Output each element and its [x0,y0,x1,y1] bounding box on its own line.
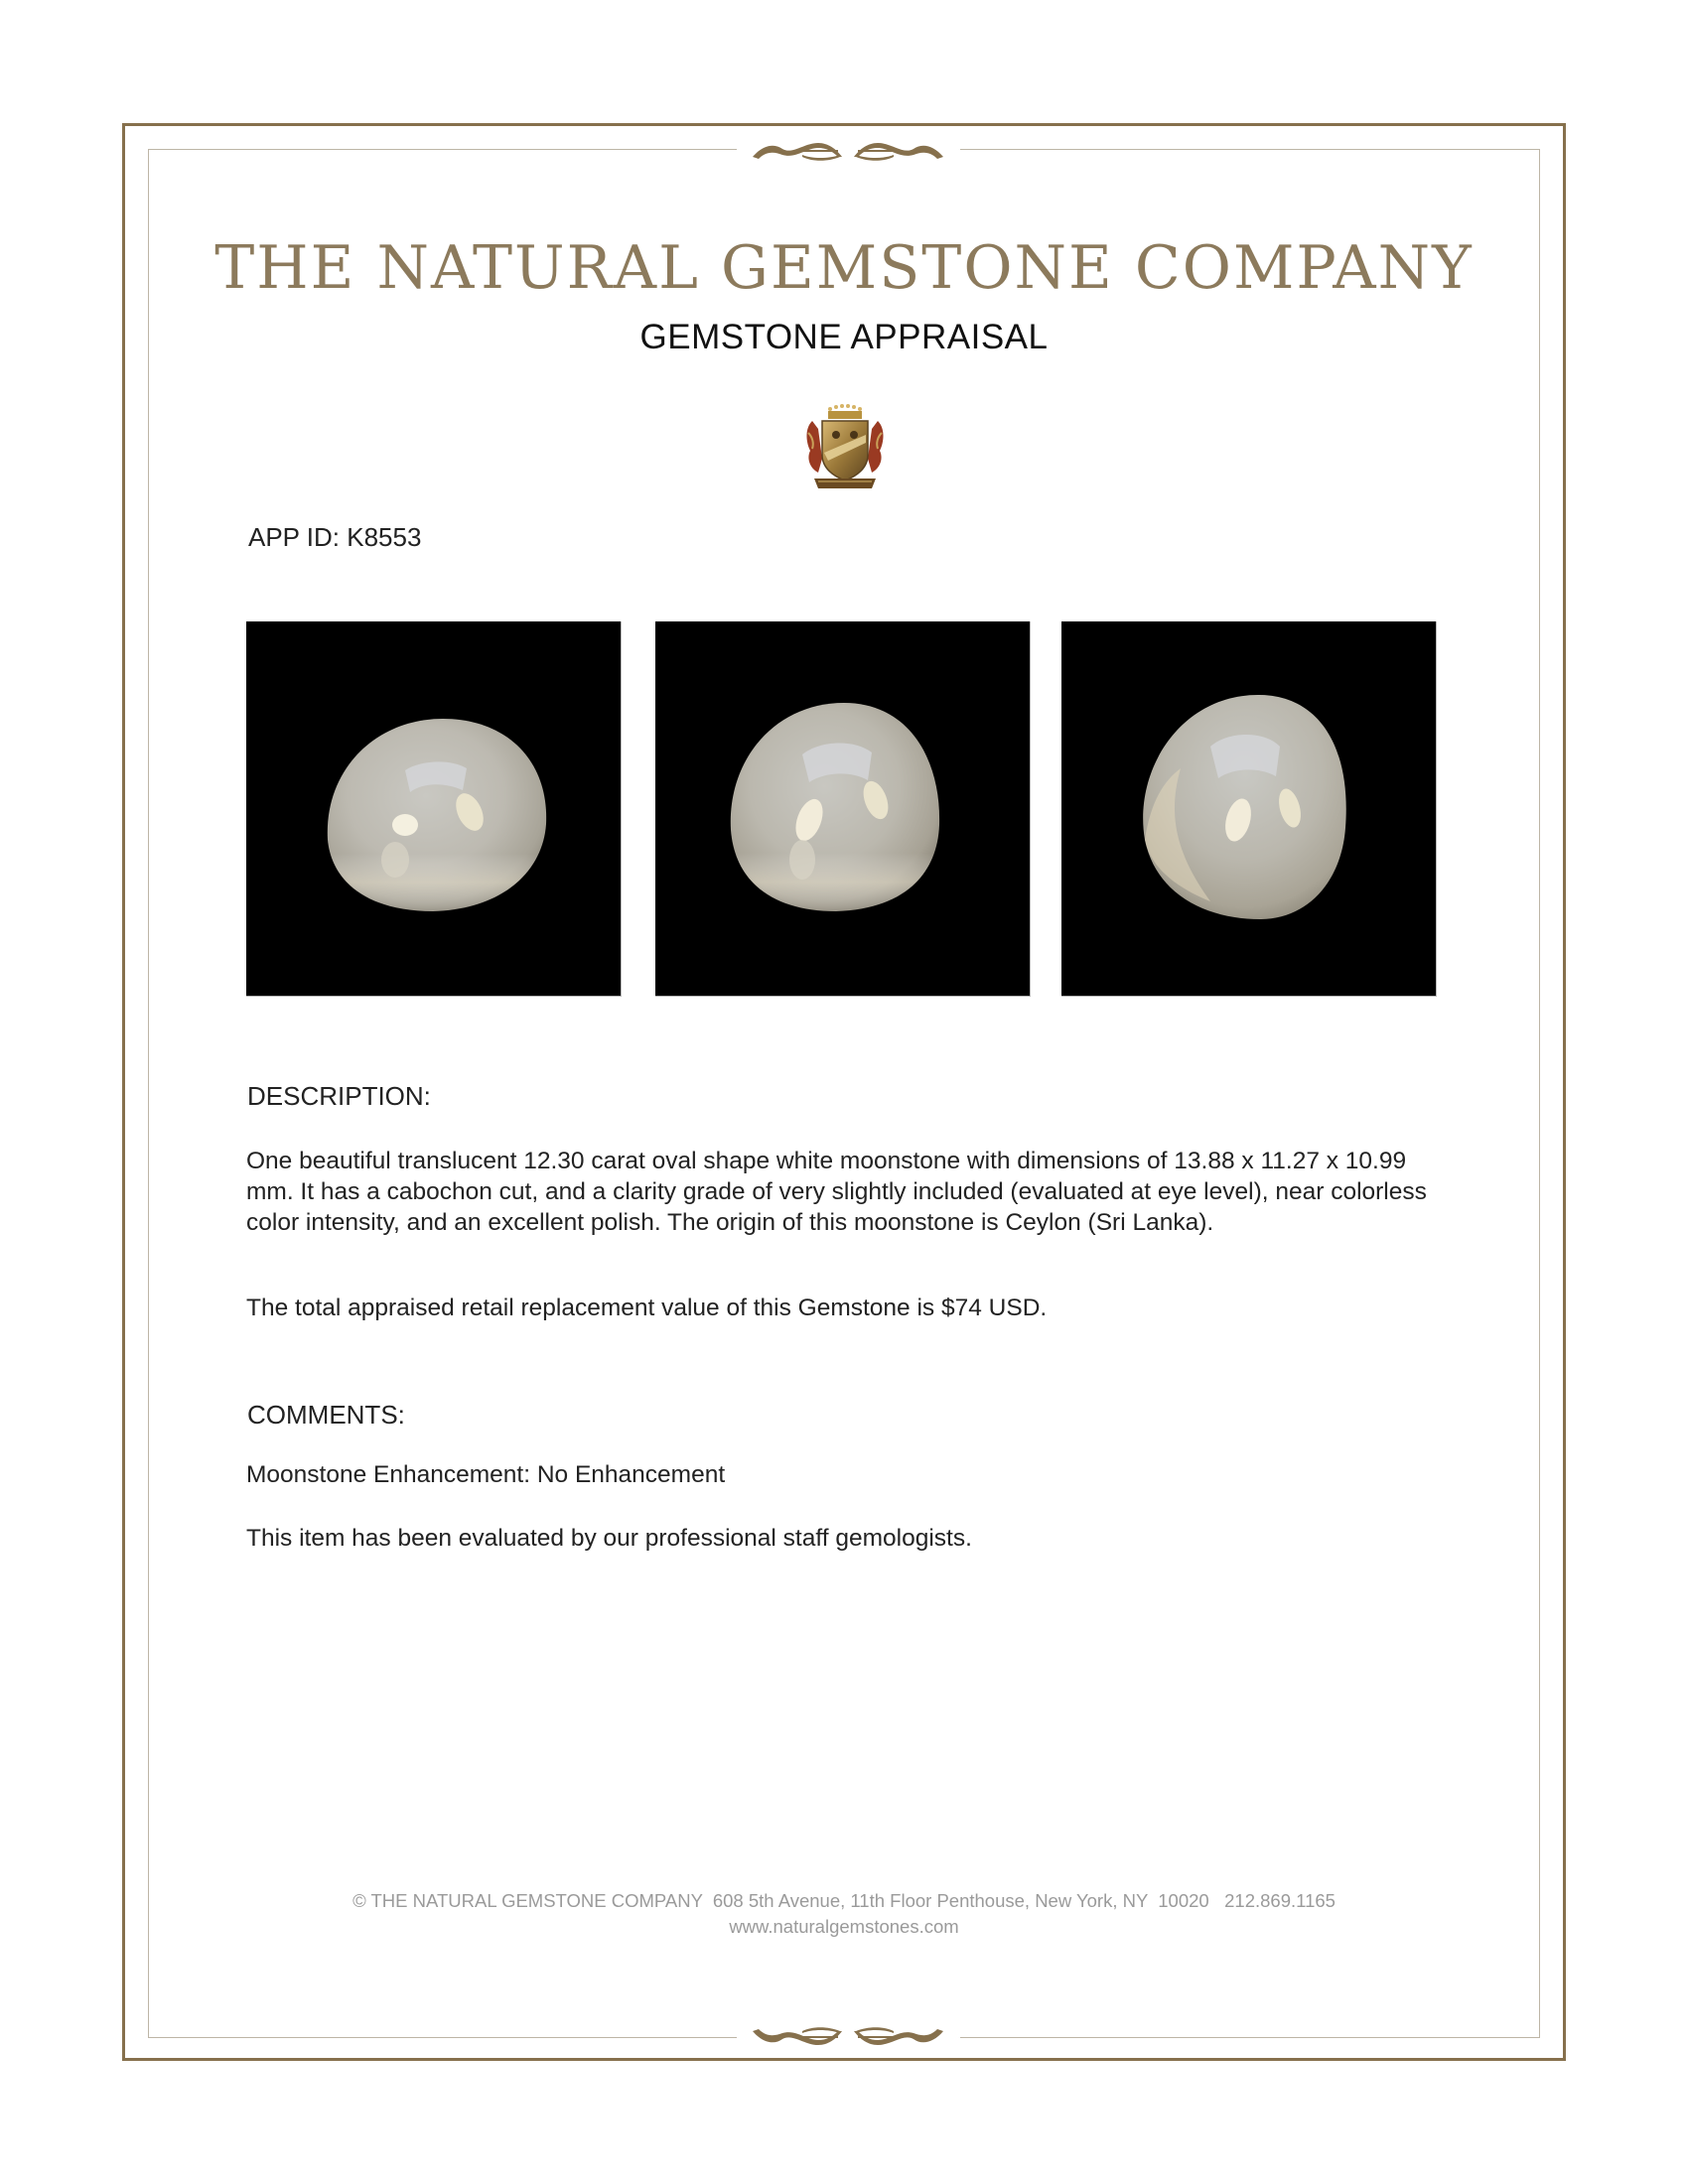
comments-heading: COMMENTS: [247,1400,405,1430]
evaluation-note: This item has been evaluated by our professional staff gemologists. [246,1525,972,1552]
moonstone-image-icon [1061,621,1436,996]
footer-website-link[interactable]: www.naturalgemstones.com [729,1916,959,1937]
gem-photo-3 [1061,621,1437,997]
moonstone-image-icon [655,621,1030,996]
appraised-value-statement: The total appraised retail replacement value of this Gemstone is $74 USD. [246,1295,1048,1321]
company-crest-icon [802,399,888,496]
enhancement-comment: Moonstone Enhancement: No Enhancement [246,1461,726,1488]
top-flourish-ornament-icon [753,135,943,165]
app-id-label: APP ID: K8553 [248,522,422,552]
gem-photo-2 [655,621,1031,997]
document-title: GEMSTONE APPRAISAL [639,318,1049,356]
gem-photo-1 [246,621,622,997]
company-name-heading: THE NATURAL GEMSTONE COMPANY [214,233,1474,303]
bottom-flourish-ornament-icon [753,2023,943,2053]
description-paragraph: One beautiful translucent 12.30 carat oval shape white moonstone with dimensions of 13.88 x 11.27 x 10.99 mm. It has a cabochon cut, and a clarity grade of very slightly included (evaluated at eye level), near colorless color intensity, and an excellent polish. The origin of this moonstone is Ceylon (Sri Lanka). [246,1148,1427,1236]
description-heading: DESCRIPTION: [247,1081,431,1111]
footer-address: © THE NATURAL GEMSTONE COMPANY 608 5th Avenue, 11th Floor Penthouse, New York, NY 10020 212.869.1165 [352,1890,1336,1911]
moonstone-image-icon [246,621,621,996]
